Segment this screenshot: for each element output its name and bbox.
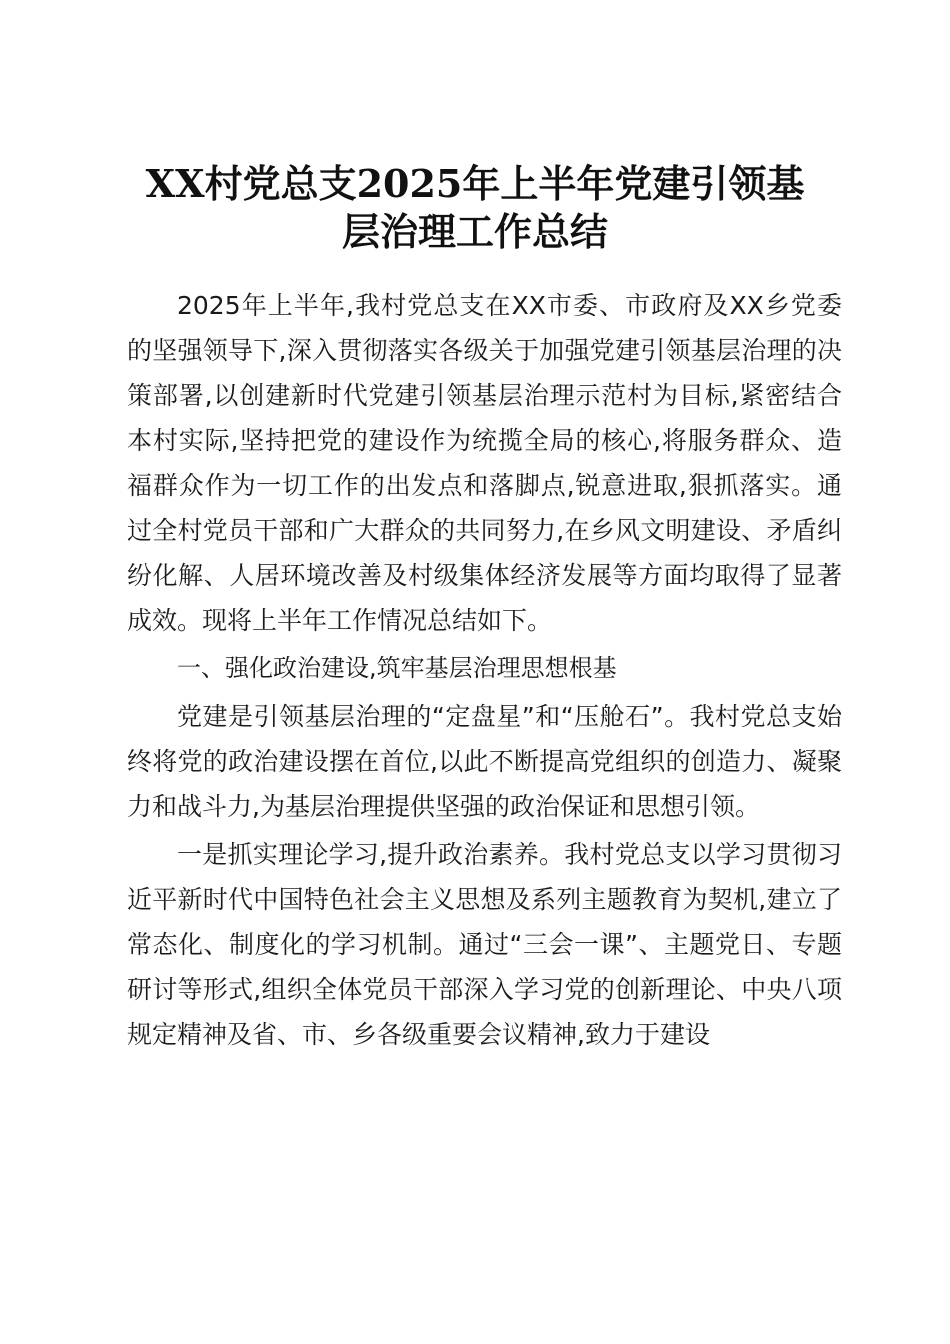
document-title: [100, 160, 850, 256]
section-paragraph: 党建是引领基层治理的“定盘星”和“压舱石”。我村党总支始终将党的政治建设摆在首位,以此不断提高党组织的创造力、凝聚力和战斗力,为基层治理提供坚强的政治保证和思想引领。: [127, 702, 842, 821]
title-line-2: 层治理工作总结: [341, 209, 608, 254]
title-line-1: XX村党总支2025年上半年党建引领基: [145, 161, 805, 206]
section-paragraph: 一是抓实理论学习,提升政治素养。我村党总支以学习贯彻习近平新时代中国特色社会主义思想及系列主题教育为契机,建立了常态化、制度化的学习机制。通过“三会一课”、主题党日、专题研讨等形式,组织全体党员干部深入学习党的创新理论、中央八项规定精神及省、市、乡各级重要会议精神,致力于建设: [127, 840, 842, 1049]
document-body: [127, 283, 842, 1057]
section-heading: 一、强化政治建设,筑牢基层治理思想根基: [177, 654, 617, 682]
intro-paragraph: 2025年上半年,我村党总支在XX市委、市政府及XX乡党委的坚强领导下,深入贯彻落实各级关于加强党建引领基层治理的决策部署,以创建新时代党建引领基层治理示范村为目标,紧密结合本村实际,坚持把党的建设作为统揽全局的核心,将服务群众、造福群众作为一切工作的出发点和落脚点,锐意进取,狠抓落实。通过全村党员干部和广大群众的共同努力,在乡风文明建设、矛盾纠纷化解、人居环境改善及村级集体经济发展等方面均取得了显著成效。现将上半年工作情况总结如下。: [127, 291, 842, 635]
